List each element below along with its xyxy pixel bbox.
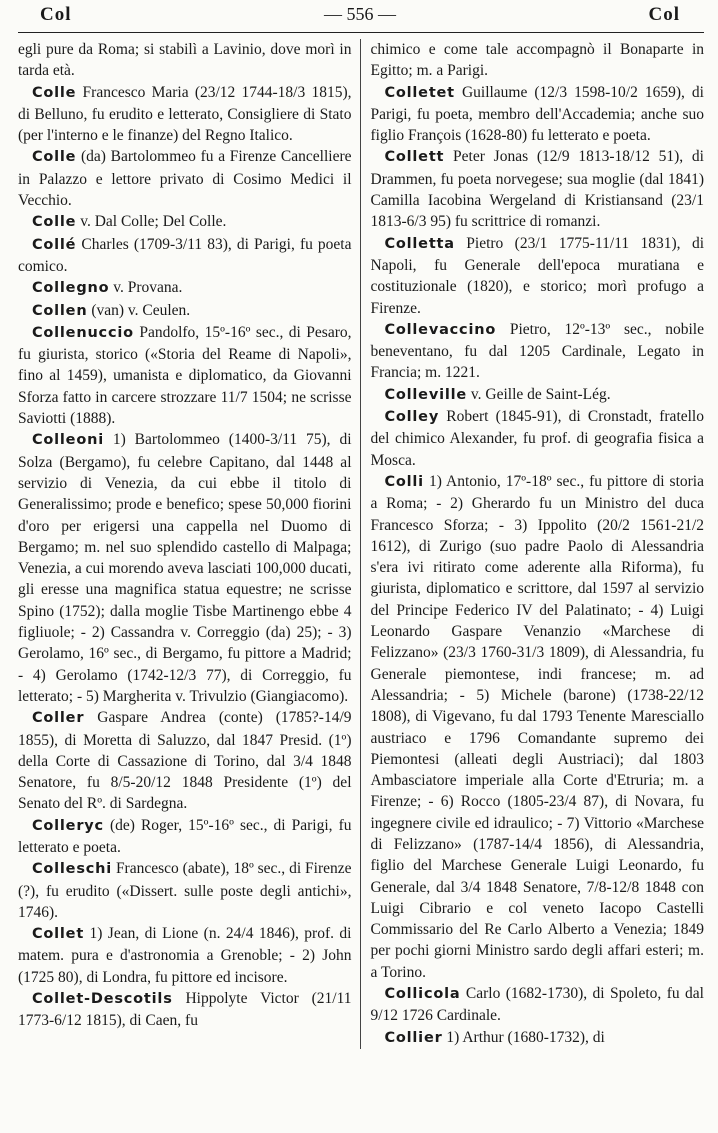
dictionary-entry <box>18 923 352 988</box>
dictionary-entry <box>18 39 352 82</box>
dictionary-entry <box>371 82 705 147</box>
entry-text: v. Provana. <box>109 279 183 297</box>
dictionary-entry <box>371 319 705 384</box>
left-column <box>18 39 361 1049</box>
right-column <box>361 39 705 1049</box>
header-right-guide-word: Col <box>648 4 680 25</box>
dictionary-entry <box>18 858 352 923</box>
entry-headword: Colleville <box>384 386 468 403</box>
page-header <box>18 4 704 30</box>
entry-text: 1) Bartolommeo (1400-3/11 75), di Solza (Bergamo), fu celebre Capitano, dal 1448 al servizio di Venezia, da cui ebbe il titolo di Generalissimo; prode e benefico; spese 50,000 fiorini d'oro per erigersi una cappella nel Duomo di Bergamo; m. nel suo splendido castello di Malpaga; Venezia, a cui morendo aveva lasciati 100,000 ducati, gli eresse una magnifica statua equestre; ne scrisse Spino (1752); dalla moglie Tisbe Martinengo ebbe 4 figliuole; - 2) Cassandra v. Correggio (da) 25); - 3) Gerolamo, 16º sec., di Bergamo, fu pittore a Madrid; - 4) Gerolamo (1742-12/3 77), di Correggio, fu letterato; - 5) Margherita v. Trivulzio (Giangiacomo). <box>18 431 352 705</box>
entry-headword: Colle <box>31 149 77 166</box>
dictionary-entry <box>18 146 352 211</box>
dictionary-entry <box>18 429 352 707</box>
entry-headword: Colle <box>31 84 77 101</box>
dictionary-entry <box>371 983 705 1027</box>
entry-headword: Collé <box>31 236 77 253</box>
dictionary-entry <box>18 988 352 1032</box>
entry-text: Guillaume (12/3 1598-10/2 1659), di Parigi, fu poeta, membro dell'Accademia; anche suo figlio François (1628-80) fu letterato e poeta. <box>370 83 704 145</box>
entry-text: 1) Jean, di Lione (n. 24/4 1846), prof. di matem. pura e d'astronomia a Grenoble; - 2) John (1725 80), di Londra, fu pittore ed incisore. <box>18 925 352 986</box>
dictionary-entry <box>18 277 352 299</box>
entry-headword: Collett <box>384 149 445 166</box>
entry-text: 1) Arthur (1680-1732), di <box>442 1028 605 1046</box>
entry-text: (da) Bartolommeo fu a Firenze Cancelliere in Palazzo e lettore privato di Cosimo Medici il Vecchio. <box>18 148 352 210</box>
entry-headword: Colletet <box>384 84 455 101</box>
entry-text: (de) Roger, 15º-16º sec., di Parigi, fu letterato e poeta. <box>18 816 352 856</box>
entry-text: Carlo (1682-1730), di Spoleto, fu dal 9/12 1726 Cardinale. <box>370 985 704 1025</box>
entry-text: v. Geille de Saint-Lég. <box>467 385 611 403</box>
dictionary-entry <box>371 471 705 983</box>
entry-headword: Collenuccio <box>31 324 134 341</box>
entry-headword: Colleoni <box>31 432 104 449</box>
entry-text: Robert (1845-91), di Cronstadt, fratello del chimico Alexander, fu prof. di geografia fisica a Mosca. <box>370 408 704 469</box>
dictionary-entry <box>18 815 352 859</box>
text-columns <box>18 39 704 1049</box>
dictionary-entry <box>371 146 705 232</box>
entry-headword: Colle <box>31 214 77 231</box>
dictionary-entry <box>371 1027 705 1049</box>
entry-text: egli pure da Roma; si stabilì a Lavinio, dove morì in tarda età. <box>18 41 352 80</box>
dictionary-entry <box>371 39 705 82</box>
entry-text: (van) v. Ceulen. <box>87 301 191 319</box>
entry-text: Charles (1709-3/11 83), di Parigi, fu poeta comico. <box>18 235 352 275</box>
header-left-guide-word: Col <box>40 4 72 25</box>
dictionary-entry <box>18 300 352 322</box>
entry-headword: Collen <box>31 302 88 319</box>
entry-headword: Colli <box>384 473 424 490</box>
entry-text: Pietro, 12º-13º sec., nobile beneventano, fu dal 1205 Cardinale, Legato in Francia; m. 1221. <box>370 320 704 382</box>
entry-text: Francesco Maria (23/12 1744-18/3 1815), di Belluno, fu erudito e letterato, Consigliere di Stato (per l'interno e le finanze) del Regno Italico. <box>18 83 352 145</box>
page-number: — 556 — <box>324 4 396 24</box>
header-rule <box>18 32 704 33</box>
entry-headword: Colletta <box>384 235 455 252</box>
entry-headword: Coller <box>31 710 85 727</box>
entry-text: Gaspare Andrea (conte) (1785?-14/9 1855), di Moretta di Saluzzo, dal 1847 Presid. (1º) della Corte di Cassazione di Torino, dal 3/4 1848 Senatore, fu 8/5-20/12 1848 Presidente (1º) del Senato del Rº. di Sardegna. <box>18 709 352 813</box>
entry-headword: Collicola <box>384 986 461 1003</box>
entry-headword: Collet-Descotils <box>31 991 173 1008</box>
dictionary-entry <box>18 234 352 278</box>
dictionary-entry <box>371 233 705 319</box>
entry-headword: Collevaccino <box>384 321 497 338</box>
entry-headword: Collet <box>31 926 85 943</box>
entry-text: Pietro (23/1 1775-11/11 1831), di Napoli, fu Generale dell'epoca muratiana e costituzionale (1820), e storico; morì profugo a Firenze. <box>370 234 704 317</box>
entry-text: Peter Jonas (12/9 1813-18/12 51), di Drammen, fu poeta norvegese; sua moglie (dal 1841) Camilla Iacobina Wergeland di Kristiansand (23/1 1813-6/3 95) fu scrittrice di romanzi. <box>370 148 704 231</box>
entry-headword: Colleryc <box>31 817 104 834</box>
entry-text: chimico e come tale accompagnò il Bonaparte in Egitto; m. a Parigi. <box>370 41 704 80</box>
dictionary-entry <box>371 384 705 406</box>
entry-text: v. Dal Colle; Del Colle. <box>76 213 227 231</box>
dictionary-entry <box>18 322 352 429</box>
entry-text: Hippolyte Victor (21/11 1773-6/12 1815), di Caen, fu <box>18 990 352 1030</box>
dictionary-entry <box>18 707 352 814</box>
dictionary-entry <box>18 211 352 233</box>
entry-headword: Colley <box>384 409 440 426</box>
entry-text: Francesco (abate), 18º sec., di Firenze (?), fu erudito («Dissert. sulle poste degli antichi», 1746). <box>18 860 352 921</box>
dictionary-entry <box>18 82 352 147</box>
entry-text: Pandolfo, 15º-16º sec., di Pesaro, fu giurista, storico («Storia del Reame di Napoli», fino al 1459), umanista e diplomatico, da Giovanni Sforza fatto in carcere strozzare 11/7 1504; ne scrisse Saviotti (1888). <box>18 323 352 428</box>
dictionary-entry <box>371 406 705 471</box>
entry-text: 1) Antonio, 17º-18º sec., fu pittore di storia a Roma; - 2) Gherardo fu un Ministro del duca Francesco Sforza; - 3) Ippolito (20/2 1561-21/2 1612), di Zurigo (suo padre Paolo di Alessandria s'era ivi ritirato come aderente alla Riforma), fu giurista, diplomatico e scrittore, dal 1597 al servizio del Principe Federico IV del Palatinato; - 4) Luigi Leonardo Gaspare Venanzio «Marchese di Felizzano» (23/3 1760-31/3 1809), di Alessandria, fu Generale piemontese, indi francese; m. ad Alessandria; - 5) Michele (barone) (1738-22/12 1808), di Vigevano, fu dal 1793 Tenente Maresciallo austriaco e 1796 Comandante supremo dei Piemontesi (alleati degli Austriaci); dal 1803 Ambasciatore imperiale alla Corte d'Etruria; m. a Firenze; - 6) Rocco (1805-23/4 87), di Novara, fu ingegnere civile ed idraulico; - 7) Vittorio «Marchese di Felizzano» (1787-14/4 1856), di Alessandria, figlio del Marchese Generale Luigi Leonardo, fu Generale, dal 3/4 1848 Senatore, 7/8-12/8 1848 con Luigi Cibrario e col veneto Iacopo Castelli Commissario del Re Carlo Alberto a Venezia; 1849 per pochi giorni Ministro sardo degli affari esteri; m. a Torino. <box>370 472 704 981</box>
entry-headword: Collier <box>384 1029 443 1046</box>
entry-headword: Colleschi <box>31 861 113 878</box>
entry-headword: Collegno <box>31 280 110 297</box>
